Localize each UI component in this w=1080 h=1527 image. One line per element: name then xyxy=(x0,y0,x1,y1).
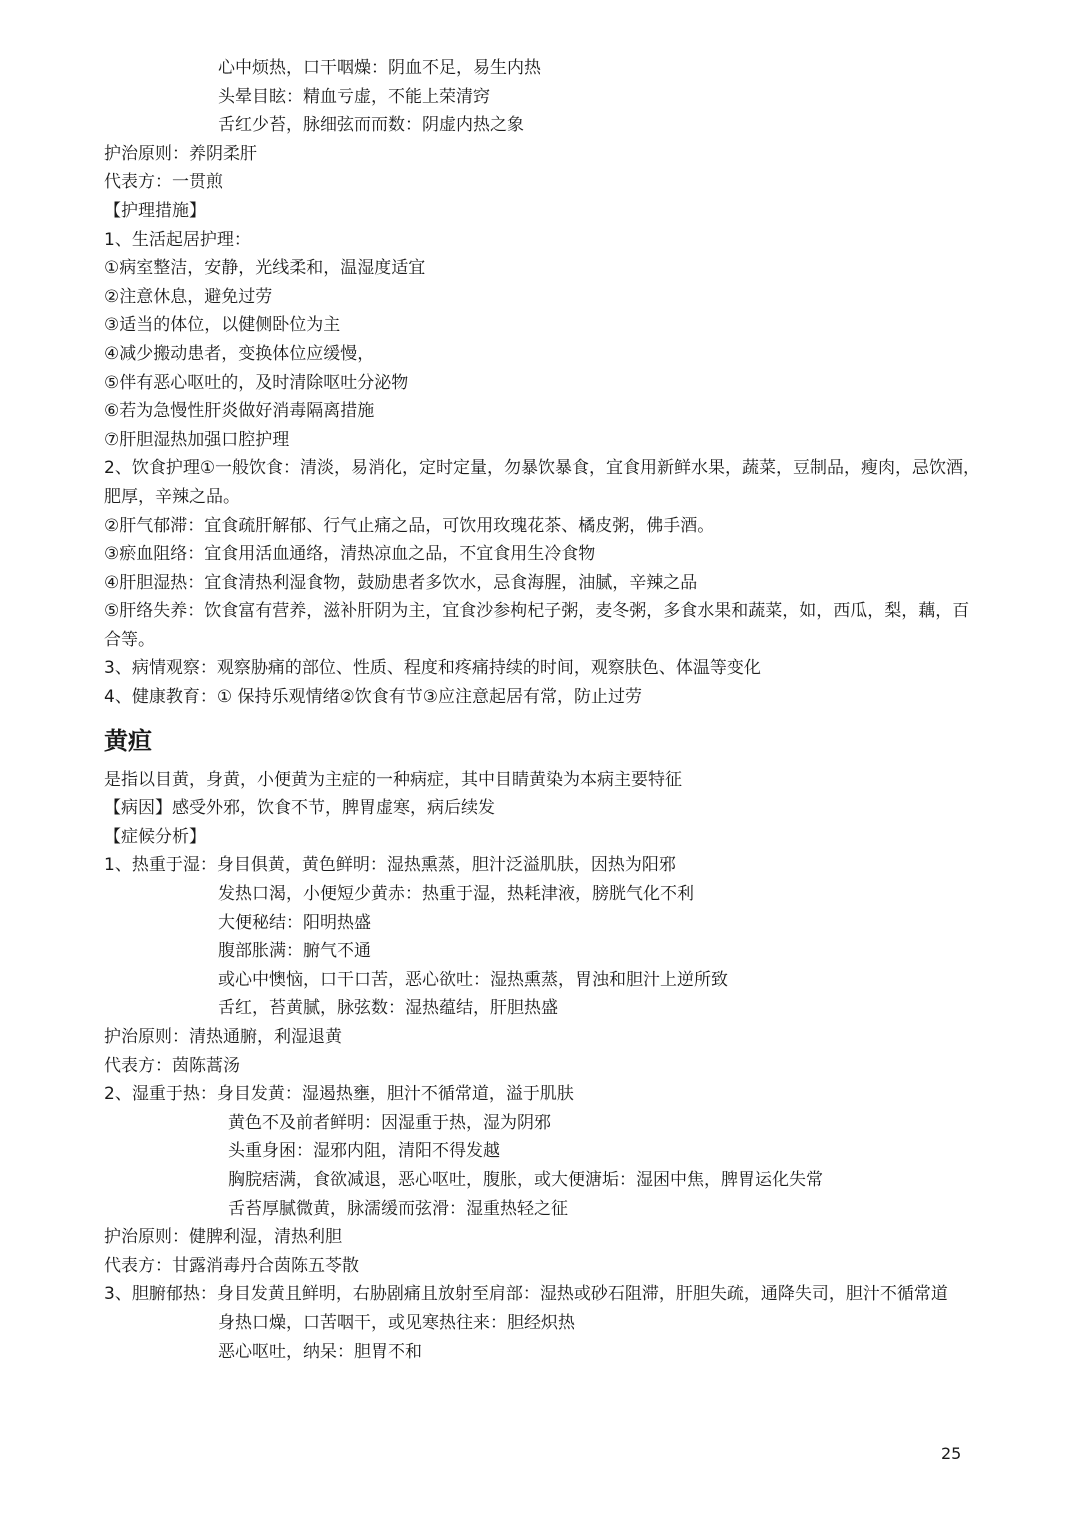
text-line: 【症候分析】 xyxy=(104,826,206,847)
text-line: 护治原则：健脾利湿，清热利胆 xyxy=(104,1227,342,1248)
text-line: 头晕目眩：精血亏虚，不能上荣清窍 xyxy=(218,86,490,107)
text-line: 4、健康教育：① 保持乐观情绪②饮食有节③应注意起居有常，防止过劳 xyxy=(104,687,642,708)
text-line: 舌苔厚腻微黄，脉濡缓而弦滑：湿重热轻之征 xyxy=(228,1198,568,1219)
text-line: 3、病情观察：观察胁痛的部位、性质、程度和疼痛持续的时间，观察肤色、体温等变化 xyxy=(104,658,761,679)
text-line: 是指以目黄，身黄，小便黄为主症的一种病症，其中目睛黄染为本病主要特征 xyxy=(104,769,682,790)
text-line: ③瘀血阻络：宜食用活血通络，清热凉血之品，不宜食用生冷食物 xyxy=(104,544,596,565)
text-line: ⑤伴有恶心呕吐的，及时清除呕吐分泌物 xyxy=(104,372,409,393)
text-line: 黄色不及前者鲜明：因湿重于热，湿为阴邪 xyxy=(228,1112,551,1133)
text-line: 2、湿重于热：身目发黄：湿遏热壅，胆汁不循常道，溢于肌肤 xyxy=(104,1084,574,1105)
text-line: 1、热重于湿：身目俱黄，黄色鲜明：湿热熏蒸，胆汁泛溢肌肤，因热为阳邪 xyxy=(104,855,676,876)
text-line: 【护理措施】 xyxy=(104,200,206,221)
text-line: ②肝气郁滞：宜食疏肝解郁、行气止痛之品，可饮用玫瑰花茶、橘皮粥，佛手酒。 xyxy=(104,515,715,536)
text-line: ④肝胆湿热：宜食清热利湿食物，鼓励患者多饮水，忌食海腥，油腻，辛辣之品 xyxy=(104,572,698,593)
page-number: 25 xyxy=(941,1444,962,1463)
document-page xyxy=(104,54,984,1366)
text-line: 护治原则：清热通腑，利湿退黄 xyxy=(104,1027,342,1047)
nursing-measures-section xyxy=(104,54,984,712)
text-line: 胸脘痞满，食欲减退，恶心呕吐，腹胀，或大便溏垢：湿困中焦，脾胃运化失常 xyxy=(228,1169,823,1190)
text-line: ②注意休息，避免过劳 xyxy=(104,286,273,307)
text-line: ④减少搬动患者，变换体位应缓慢， xyxy=(104,343,375,364)
text-line: 身热口燥，口苦咽干，或见寒热往来：胆经炽热 xyxy=(218,1312,575,1333)
text-line: 发热口渴，小便短少黄赤：热重于湿，热耗津液，膀胱气化不利 xyxy=(218,884,694,905)
text-line: 1、生活起居护理： xyxy=(104,229,251,250)
text-line: 代表方：茵陈蒿汤 xyxy=(104,1055,240,1076)
text-line: ③适当的体位，以健侧卧位为主 xyxy=(104,315,341,336)
text-line: 代表方：甘露消毒丹合茵陈五苓散 xyxy=(104,1255,359,1276)
text-line: 2、饮食护理①一般饮食：清淡，易消化，定时定量，勿暴饮暴食，宜食用新鲜水果，蔬菜，豆制品，瘦肉，忌饮酒，肥厚，辛辣之品。 xyxy=(104,458,981,507)
text-line: ⑥若为急慢性肝炎做好消毒隔离措施 xyxy=(104,401,375,422)
text-line: 护治原则：养阴柔肝 xyxy=(104,143,257,164)
text-line: 3、胆腑郁热：身目发黄且鲜明，右胁剧痛且放射至肩部：湿热或砂石阻滞，肝胆失疏，通降失司，胆汁不循常道 xyxy=(104,1284,948,1305)
text-line: ①病室整洁，安静，光线柔和，温湿度适宜 xyxy=(104,258,426,279)
text-line: 或心中懊恼，口干口苦，恶心欲吐：湿热熏蒸，胃浊和胆汁上逆所致 xyxy=(218,969,728,990)
text-line: 代表方：一贯煎 xyxy=(104,172,223,193)
text-line: 恶心呕吐，纳呆：胆胃不和 xyxy=(218,1341,422,1362)
text-line: 【病因】感受外邪，饮食不节，脾胃虚寒，病后续发 xyxy=(104,798,495,819)
text-line: ⑦肝胆湿热加强口腔护理 xyxy=(104,429,290,450)
jaundice-section xyxy=(104,766,984,1366)
text-line: 舌红，苔黄腻，脉弦数：湿热蕴结，肝胆热盛 xyxy=(218,998,558,1019)
text-line: 舌红少苔，脉细弦而而数：阴虚内热之象 xyxy=(218,115,524,136)
text-line: 心中烦热，口干咽燥：阴血不足，易生内热 xyxy=(218,58,541,78)
text-line: 腹部胀满：腑气不通 xyxy=(218,941,371,962)
text-line: ⑤肝络失养：饮食富有营养，滋补肝阴为主，宜食沙参枸杞子粥，麦冬粥，多食水果和蔬菜，如，西瓜，梨，藕，百合等。 xyxy=(104,601,970,650)
text-line: 头重身困：湿邪内阻，清阳不得发越 xyxy=(228,1141,500,1162)
text-line: 大便秘结：阳明热盛 xyxy=(218,912,371,933)
section-heading-jaundice: 黄疸 xyxy=(104,726,152,755)
